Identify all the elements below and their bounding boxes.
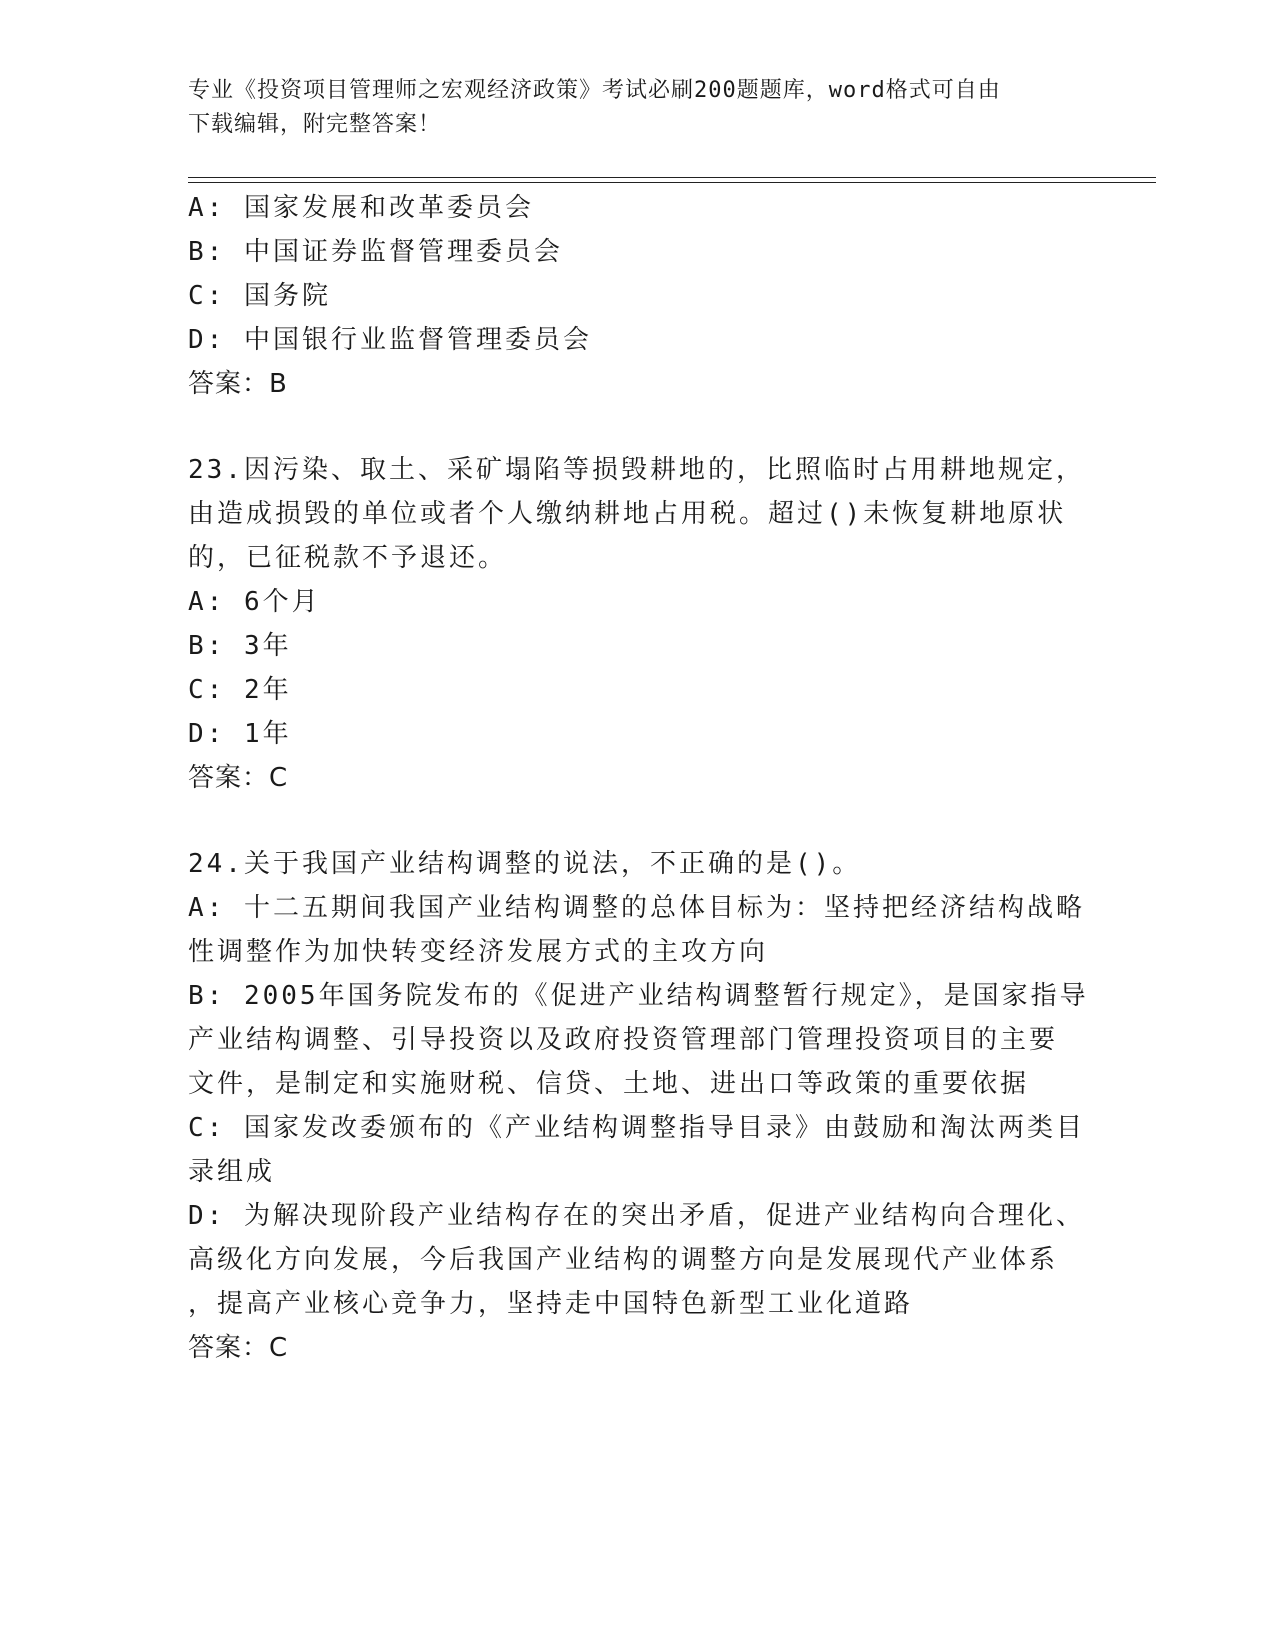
header-line-1: 专业《投资项目管理师之宏观经济政策》考试必刷200题题库，word格式可自由 — [188, 78, 1001, 103]
q23-stem-line-1: 23.因污染、取土、采矿塌陷等损毁耕地的，比照临时占用耕地规定， — [188, 455, 1085, 485]
q24-option-d-line-3: ，提高产业核心竞争力，坚持走中国特色新型工业化道路 — [188, 1289, 914, 1319]
q22-answer: 答案：B — [188, 369, 288, 399]
q22-option-a: A: 国家发展和改革委员会 — [188, 193, 534, 223]
q24-stem: 24.关于我国产业结构调整的说法，不正确的是()。 — [188, 849, 862, 879]
q24-option-d-line-2: 高级化方向发展，今后我国产业结构的调整方向是发展现代产业体系 — [188, 1245, 1059, 1275]
q24-option-a-line-2: 性调整作为加快转变经济发展方式的主攻方向 — [188, 937, 769, 967]
q23-option-b: B: 3年 — [188, 631, 292, 661]
q24-answer: 答案：C — [188, 1333, 289, 1363]
q23-stem-line-2: 由造成损毁的单位或者个人缴纳耕地占用税。超过()未恢复耕地原状 — [188, 499, 1067, 529]
q23-option-a: A: 6个月 — [188, 587, 321, 617]
q24-option-c-line-2: 录组成 — [188, 1157, 276, 1187]
q23-answer: 答案：C — [188, 763, 289, 793]
header-line-2: 下载编辑，附完整答案！ — [188, 112, 442, 137]
q22-option-d: D: 中国银行业监督管理委员会 — [188, 325, 592, 355]
q22-option-c: C: 国务院 — [188, 281, 331, 311]
header-rule-bottom — [188, 182, 1156, 183]
q24-option-b-line-3: 文件，是制定和实施财税、信贷、土地、进出口等政策的重要依据 — [188, 1069, 1030, 1099]
q24-option-c-line-1: C: 国家发改委颁布的《产业结构调整指导目录》由鼓励和淘汰两类目 — [188, 1113, 1085, 1143]
q24-option-b-line-1: B: 2005年国务院发布的《促进产业结构调整暂行规定》，是国家指导 — [188, 981, 1089, 1011]
q24-option-a-line-1: A: 十二五期间我国产业结构调整的总体目标为：坚持把经济结构战略 — [188, 893, 1085, 923]
q24-option-b-line-2: 产业结构调整、引导投资以及政府投资管理部门管理投资项目的主要 — [188, 1025, 1059, 1055]
q23-stem-line-3: 的，已征税款不予退还。 — [188, 543, 508, 573]
q23-option-c: C: 2年 — [188, 675, 292, 705]
q22-option-b: B: 中国证券监督管理委员会 — [188, 237, 563, 267]
q23-option-d: D: 1年 — [188, 719, 292, 749]
q24-option-d-line-1: D: 为解决现阶段产业结构存在的突出矛盾，促进产业结构向合理化、 — [188, 1201, 1085, 1231]
header-rule-top — [188, 177, 1156, 178]
document-header — [188, 74, 1068, 142]
